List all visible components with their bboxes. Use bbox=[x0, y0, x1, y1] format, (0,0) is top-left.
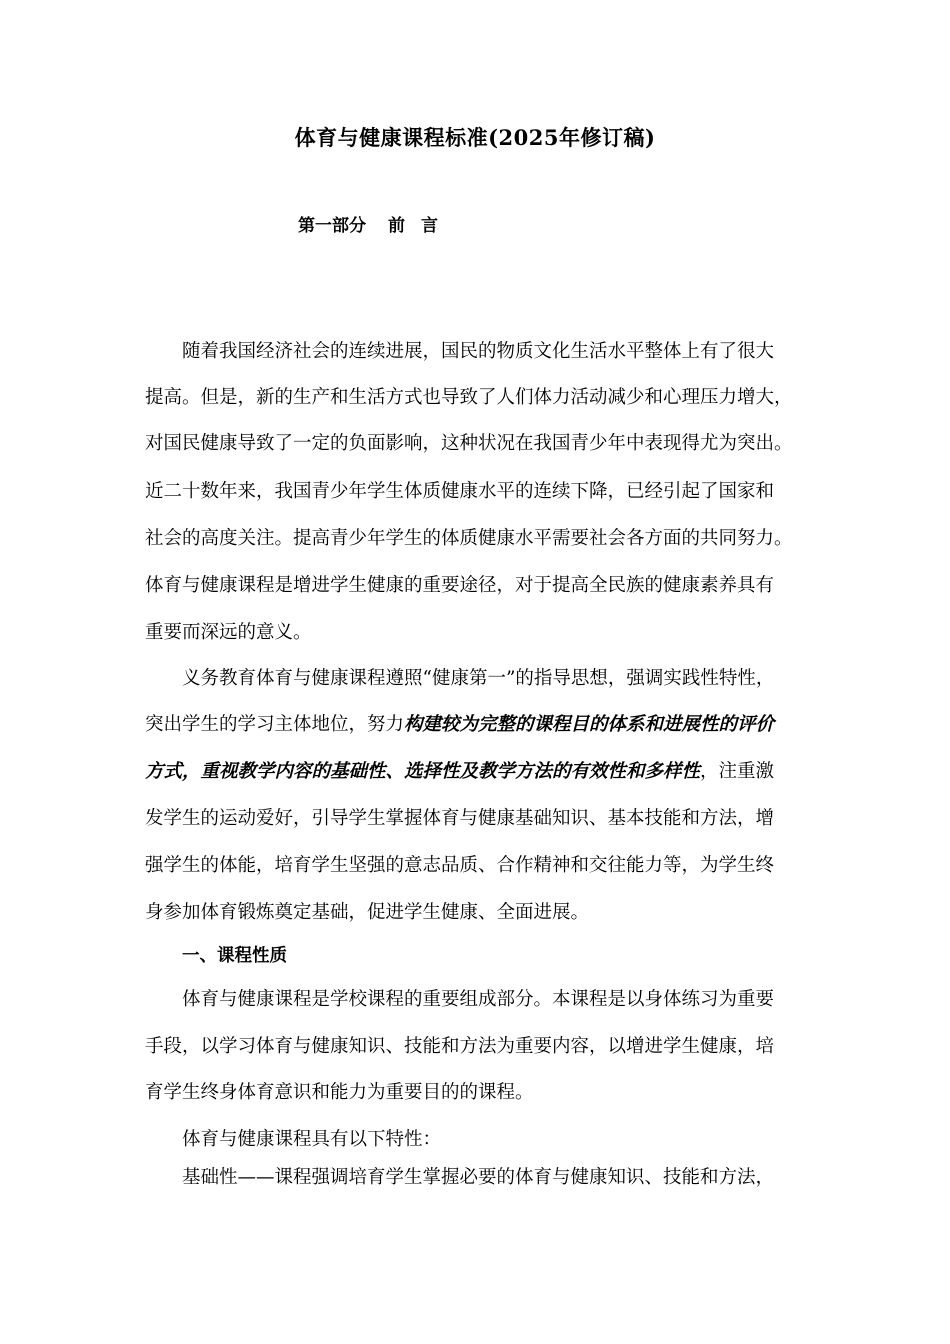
section-heading-course-nature: 一、课程性质 bbox=[182, 946, 287, 966]
paragraph-2-line-3-text: ，注重激 bbox=[700, 761, 775, 782]
paragraph-2-emphasis-2: 方式，重视教学内容的基础性、选择性及教学方法的有效性和多样性 bbox=[145, 761, 701, 782]
section-1-para-1-line-3: 育学生终身体育意识和能力为重要目的的课程。 bbox=[145, 1082, 534, 1103]
paragraph-2-line-4: 发学生的运动爱好，引导学生掌握体育与健康基础知识、基本技能和方法，增 bbox=[145, 808, 775, 829]
section-1-para-3: 基础性——课程强调培育学生掌握必要的体育与健康知识、技能和方法， bbox=[182, 1167, 775, 1188]
paragraph-2-line-2-text: 突出学生的学习主体地位，努力 bbox=[145, 714, 405, 735]
paragraph-1-line-6: 体育与健康课程是增进学生健康的重要途径，对于提高全民族的健康素养具有 bbox=[145, 575, 775, 596]
paragraph-2-emphasis-1: 构建较为完整的课程目的体系和进展性的评价 bbox=[404, 714, 775, 735]
paragraph-2-line-2 bbox=[145, 713, 774, 737]
preface-char-1: 前 bbox=[388, 216, 405, 236]
section-1-para-2: 体育与健康课程具有以下特性： bbox=[182, 1129, 442, 1150]
paragraph-1-line-5: 社会的高度关注。提高青少年学生的体质健康水平需要社会各方面的共同努力。 bbox=[145, 528, 793, 549]
section-1-para-1-line-2: 手段，以学习体育与健康知识、技能和方法为重要内容，以增进学生健康，培 bbox=[145, 1036, 775, 1057]
paragraph-1-line-3: 对国民健康导致了一定的负面影响，这种状况在我国青少年中表现得尤为突出。 bbox=[145, 433, 793, 454]
paragraph-2-line-6: 身参加体育锻炼奠定基础，促进学生健康、全面进展。 bbox=[145, 902, 590, 923]
paragraph-2-line-5: 强学生的体能，培育学生坚强的意志品质、合作精神和交往能力等，为学生终 bbox=[145, 855, 775, 876]
paragraph-2-line-3 bbox=[145, 760, 774, 784]
paragraph-2-line-1: 义务教育体育与健康课程遵照“健康第一”的指导思想，强调实践性特性， bbox=[182, 668, 775, 689]
paragraph-1-line-2: 提高。但是，新的生产和生活方式也导致了人们体力活动减少和心理压力增大， bbox=[145, 387, 793, 408]
paragraph-1-line-4: 近二十数年来，我国青少年学生体质健康水平的连续下降，已经引起了国家和 bbox=[145, 481, 775, 502]
preface-char-2: 言 bbox=[421, 216, 438, 236]
paragraph-1-line-7: 重要而深远的意义。 bbox=[145, 622, 312, 643]
paragraph-1-line-1: 随着我国经济社会的连续进展，国民的物质文化生活水平整体上有了很大 bbox=[182, 341, 775, 362]
section-1-para-1-line-1: 体育与健康课程是学校课程的重要组成部分。本课程是以身体练习为重要 bbox=[182, 989, 775, 1010]
part-heading bbox=[298, 211, 438, 236]
document-title: 体育与健康课程标准(2025年修订稿) bbox=[294, 125, 656, 150]
part-label: 第一部分 bbox=[298, 216, 366, 236]
